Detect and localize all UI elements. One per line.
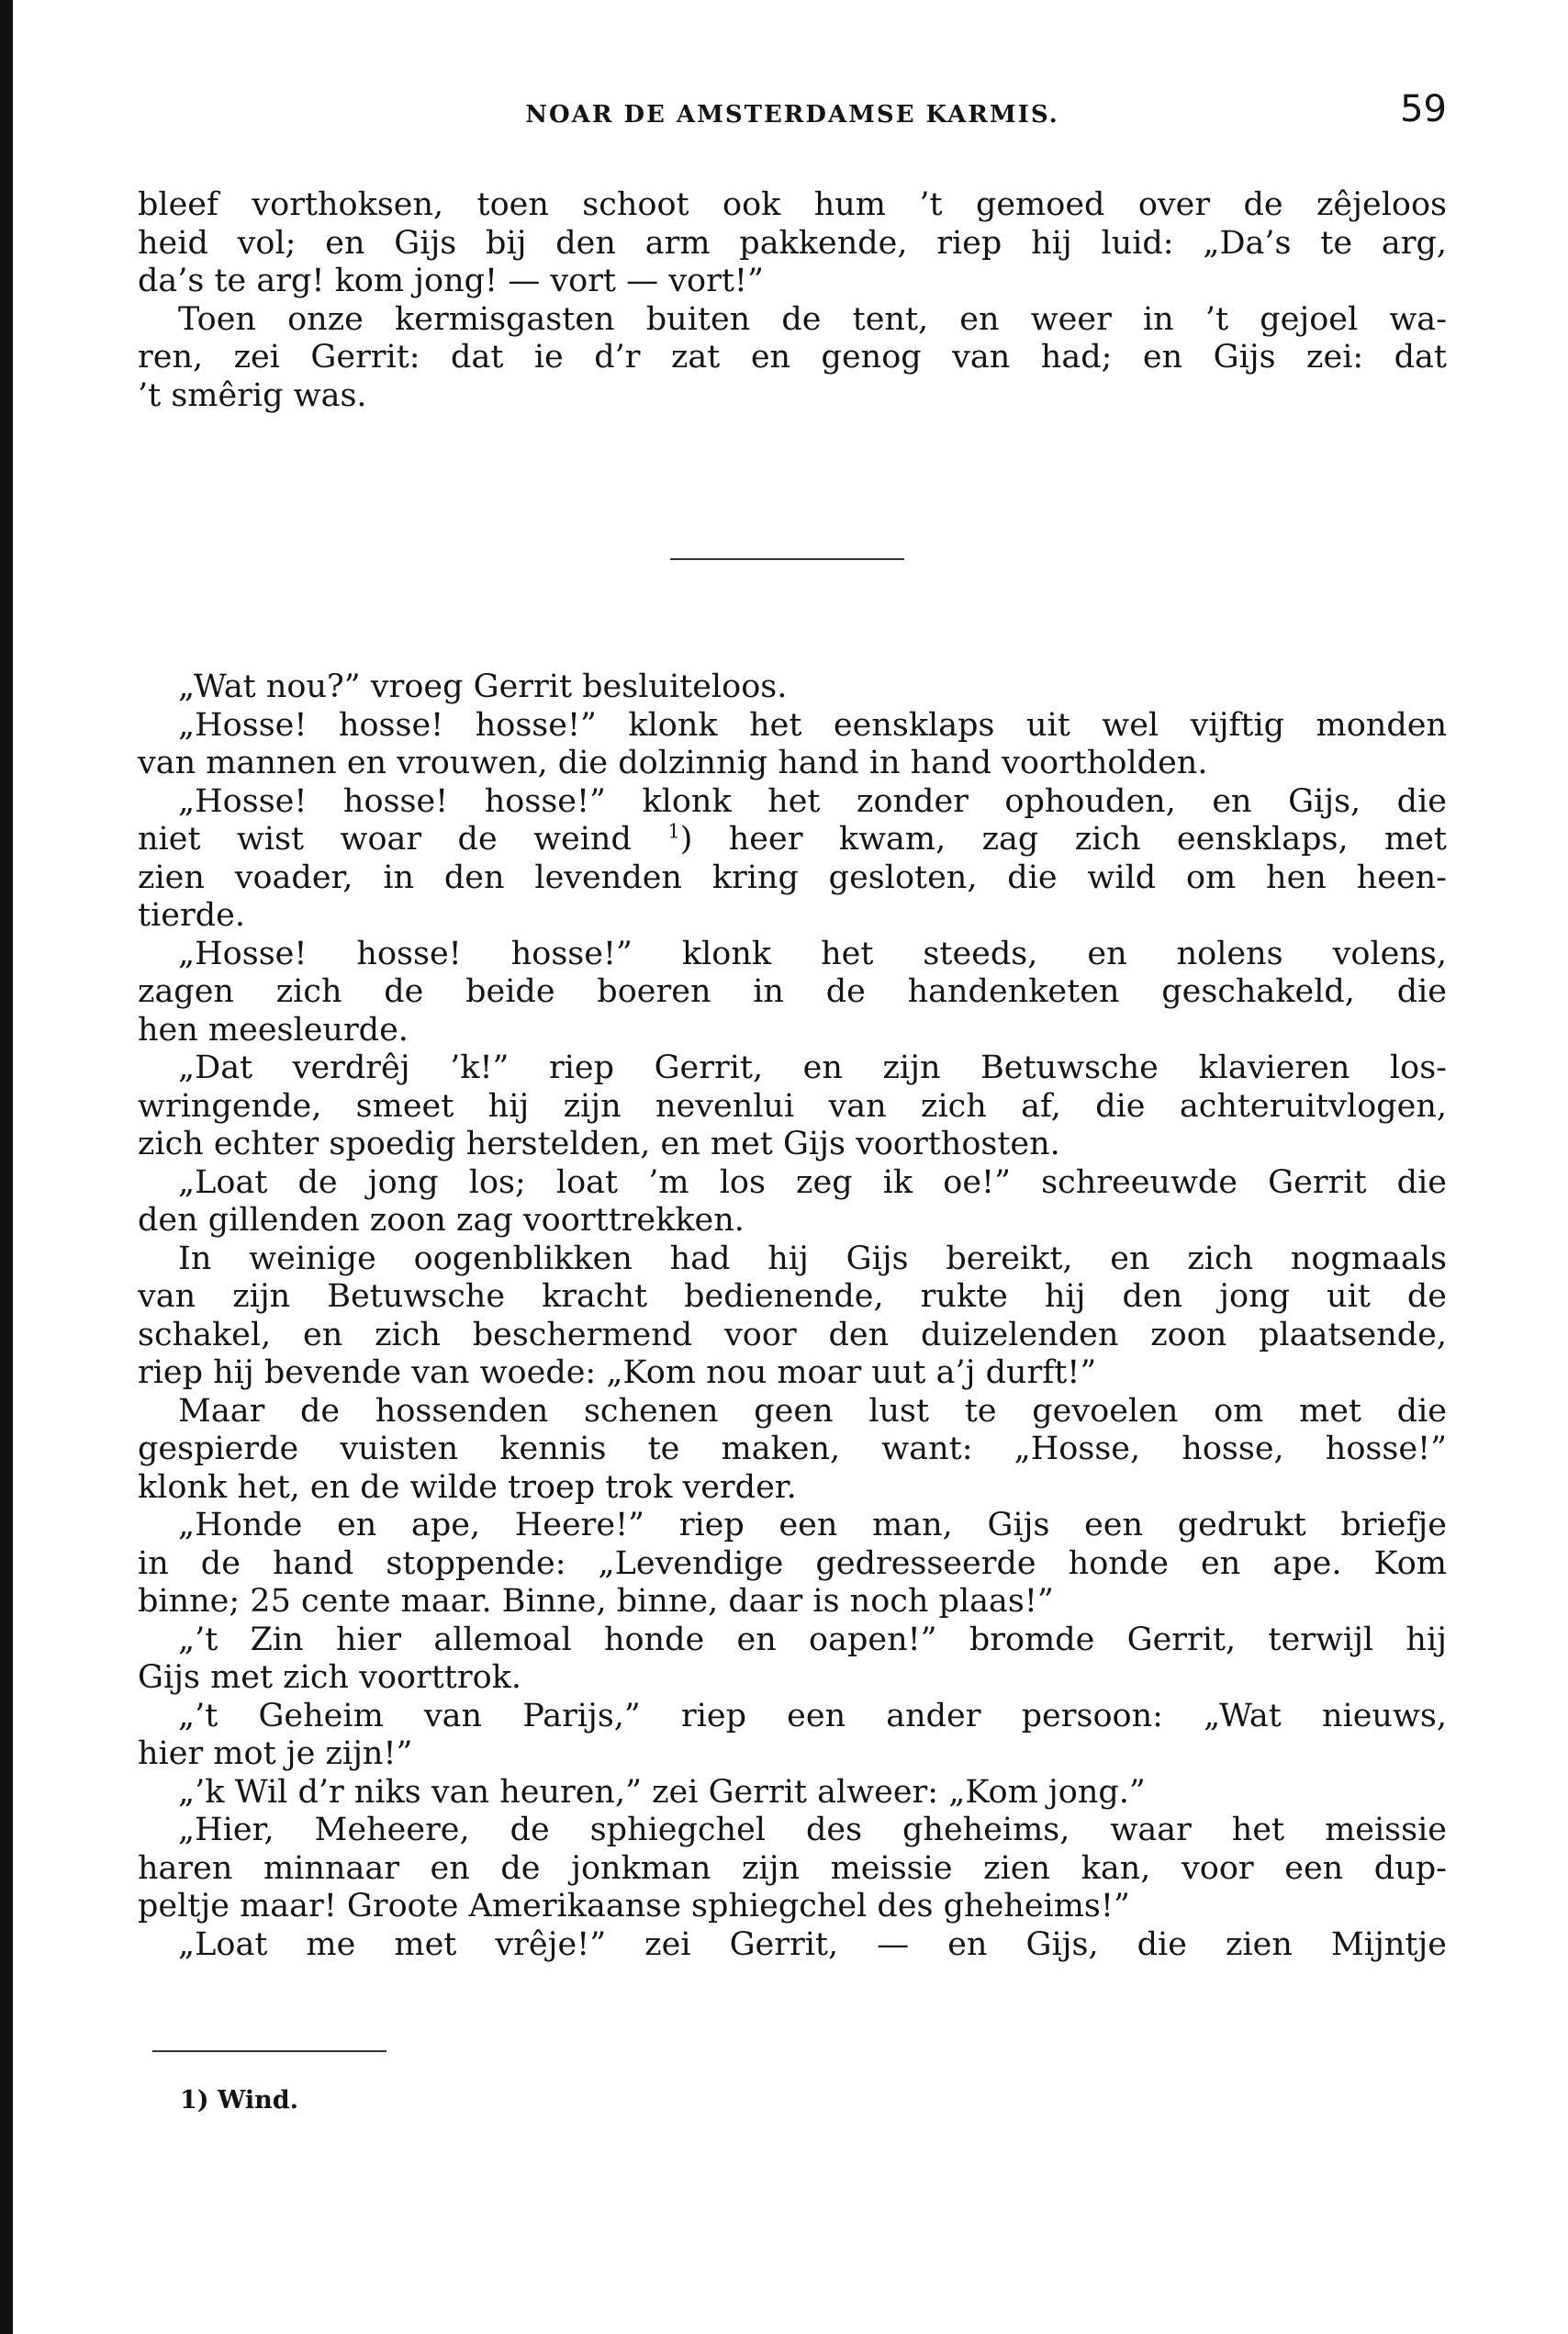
text-line: schakel, en zich beschermend voor den duizelenden zoon plaatsende,	[138, 1316, 1447, 1353]
text-line: „Loat me met vrêje!” zei Gerrit, — en Gijs, die zien Mijntje	[178, 1925, 1447, 1963]
text-line: zagen zich de beide boeren in de handenketen geschakeld, die	[138, 973, 1447, 1010]
text-line: van mannen en vrouwen, die dolzinnig hand in hand voortholden.	[138, 745, 1208, 781]
text-line: zich echter spoedig herstelden, en met Gijs voorthosten.	[138, 1126, 1060, 1162]
text-line: „Dat verdrêj ’k!” riep Gerrit, en zijn Betuwsche klavieren los-	[178, 1049, 1447, 1086]
text-line: gespierde vuisten kennis te maken, want: „Hosse, hosse, hosse!”	[138, 1431, 1447, 1467]
text-line: hier mot je zijn!”	[138, 1735, 413, 1772]
footnote	[180, 2086, 298, 2115]
text-line: den gillenden zoon zag voorttrekken.	[138, 1202, 745, 1239]
text-line: wringende, smeet hij zijn nevenlui van zich af, die achteruitvlogen,	[138, 1087, 1447, 1125]
text-line: ’t smêrig was.	[138, 376, 367, 414]
paragraph-block-1	[138, 186, 1447, 415]
text-line: binne; 25 cente maar. Binne, binne, daar is noch plaas!”	[138, 1583, 1054, 1620]
text-line: „’k Wil d’r niks van heuren,” zei Gerrit alweer: „Kom jong.”	[178, 1773, 1146, 1811]
text-line: „Wat nou?” vroeg Gerrit besluiteloos.	[178, 668, 788, 705]
text-line: da’s te arg! kom jong! — vort — vort!”	[138, 263, 764, 299]
text-line: heid vol; en Gijs bij den arm pakkende, riep hij luid: „Da’s te arg,	[138, 224, 1447, 262]
text-line: in de hand stoppende: „Levendige gedresseerde honde en ape. Kom	[138, 1544, 1447, 1582]
footnote-text: Wind.	[217, 2086, 298, 2115]
text-line: hen meesleurde.	[138, 1011, 409, 1049]
footnote-divider	[152, 2050, 386, 2052]
text-line-with-footnote	[138, 821, 1447, 859]
text-line: Gijs met zich voorttrok.	[138, 1659, 522, 1696]
text-line: tierde.	[138, 897, 245, 934]
text-fragment: ) heer kwam, zag zich eensklaps, met	[679, 821, 1447, 858]
header-title: NOAR DE AMSTERDAMSE KARMIS.	[525, 101, 1059, 129]
text-line: „Loat de jong los; loat ’m los zeg ik oe!” schreeuwde Gerrit die	[178, 1163, 1447, 1201]
text-line: ren, zei Gerrit: dat ie d’r zat en genog van had; en Gijs zei: dat	[138, 339, 1447, 376]
text-line: klonk het, en de wilde troep trok verder.	[138, 1468, 797, 1506]
text-line: „Honde en ape, Heere!” riep een man, Gijs een gedrukt briefje	[178, 1507, 1447, 1543]
text-line: bleef vorthoksen, toen schoot ook hum ’t gemoed over de zêjeloos	[138, 186, 1447, 223]
running-head	[138, 88, 1447, 134]
section-divider	[670, 558, 904, 560]
paragraph-block-2	[138, 668, 1447, 1964]
text-line: In weinige oogenblikken had hij Gijs bereikt, en zich nogmaals	[178, 1240, 1447, 1277]
text-line: zien voader, in den levenden kring gesloten, die wild om hen heen-	[138, 858, 1447, 896]
text-line: Maar de hossenden schenen geen lust te gevoelen om met die	[178, 1392, 1447, 1430]
text-fragment: niet wist woar de weind	[138, 821, 632, 858]
text-line: „Hier, Meheere, de sphiegchel des gheheims, waar het meissie	[178, 1812, 1447, 1848]
text-line: „Hosse! hosse! hosse!” klonk het eensklaps uit wel vijftig monden	[178, 706, 1447, 744]
page-number: 59	[1400, 88, 1447, 130]
text-line: „Hosse! hosse! hosse!” klonk het zonder ophouden, en Gijs, die	[178, 782, 1447, 820]
text-line: „’t Zin hier allemoal honde en oapen!” bromde Gerrit, terwijl hij	[178, 1621, 1447, 1658]
text-line: riep hij bevende van woede: „Kom nou moar uut a’j durft!”	[138, 1354, 1097, 1391]
text-line: „’t Geheim van Parijs,” riep een ander persoon: „Wat nieuws,	[178, 1697, 1447, 1734]
footnote-marker: 1)	[180, 2086, 209, 2115]
binding-edge	[0, 0, 13, 2334]
text-line: „Hosse! hosse! hosse!” klonk het steeds, en nolens volens,	[178, 935, 1447, 972]
text-line: haren minnaar en de jonkman zijn meissie zien kan, voor een dup-	[138, 1849, 1447, 1887]
text-line: peltje maar! Groote Amerikaanse sphiegchel des gheheims!”	[138, 1888, 1130, 1924]
text-line: van zijn Betuwsche kracht bedienende, rukte hij den jong uit de	[138, 1278, 1447, 1315]
footnote-reference: 1	[667, 820, 680, 843]
text-line: Toen onze kermisgasten buiten de tent, en weer in ’t gejoel wa-	[178, 300, 1447, 338]
